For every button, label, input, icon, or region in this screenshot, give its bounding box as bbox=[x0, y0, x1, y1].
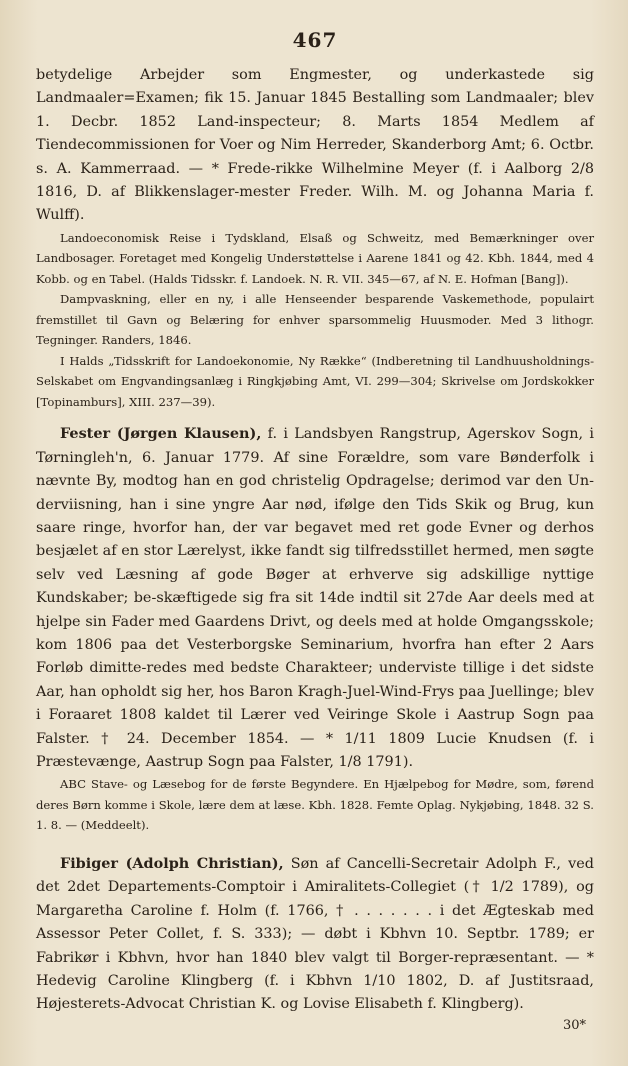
entry-fibiger-body: Søn af Cancelli-Secretair Adolph F., ved det 2det Departements-Comptoir i Amiralitets-Collegiet († 1/2 1789), og Margaretha Caroline f. Holm (f. 1766, † . . . . . . . i det Ægteskab med Assessor Peter Collet, f. S. 333); — døbt i Kbhvn 10. Septbr. 1789; er Fabrikør i Kbhvn, hvor han 1840 blev valgt til Borger-repræsentant. — * Hedevig Caroline Klingberg (f. i Kbhvn 1/10 1802, D. af Justitsraad, Højesterets-Advocat Christian K. og Lovise Elisabeth f. Klingberg). bbox=[36, 855, 594, 1013]
entry-fibiger bbox=[36, 852, 594, 1017]
page-number: 467 bbox=[292, 28, 338, 52]
entry-fester-body: f. i Landsbyen Rangstrup, Agerskov Sogn, i Tørningleh'n, 6. Januar 1779. Af sine Forældre, som vare Bønderfolk i nævnte By, modtog han en god christelig Opdragelse; derimod var den Un-derviisning, han i sine yngre Aar nød, ifølge den Tids Skik og Brug, kun saare ringe, hvorfor han, der var begavet med ret gode Evner og derhos besjælet af en stor Lærelyst, ikke fandt sig tilfredsstillet hermed, men søgte selv ved Læsning af gode Bøger at erhverve sig adskillige nyttige Kundskaber; be-skæftigede sig fra sit 14de indtil sit 27de Aar deels med at hjelpe sin Fader med Gaardens Drivt, og deels med at holde Omgangsskole; kom 1806 paa det Vesterborgske Seminarium, hvorfra han efter 2 Aars Forløb dimitte-redes med bedste Charakteer; underviste tillige i det sidste Aar, han opholdt sig her, hos Baron Kragh-Juel-Wind-Frys paa Juellinge; blev i Foraaret 1808 kaldet til Lærer ved Veiringe Skole i Aastrup Sogn paa Falster. † 24. December 1854. — * 1/11 1809 Lucie Knudsen (f. i Præstevænge, Aastrup Sogn paa Falster, 1/8 1791). bbox=[36, 426, 595, 771]
work-abc-stavebog: ABC Stave- og Læsebog for de første Begyndere. En Hjælpebog for Mødre, som, førend deres Børn komme i Skole, lære dem at læse. Kbh. 1828. Femte Oplag. Nykjøbing, 1848. 32 S. 1. 8. — (Meddeelt). bbox=[36, 777, 594, 833]
entry-fester bbox=[36, 422, 594, 774]
work-halds-tidsskrift: I Halds „Tidsskrift for Landoekonomie, Ny Række“ (Indberetning til Landhuusholdnings-Selskabet om Engvandingsanlæg i Ringkjøbing Amt, VI. 299—304; Skrivelse om Jordskokker [Topinamburs], XIII. 237—39). bbox=[36, 353, 594, 409]
entry-continuation: betydelige Arbejder som Engmester, og underkastede sig Landmaaler=Examen; fik 15. Januar 1845 Bestalling som Landmaaler; blev 1. Decbr. 1852 Land-inspecteur; 8. Marts 1854 Medlem af Tiendecommissionen for Voer og Nim Herreder, Skanderborg Amt; 6. Octbr. s. A. Kammerraad. — * Frede-rikke Wilhelmine Meyer (f. i Aalborg 2/8 1816, D. af Blikkenslager-mester Freder. Wilh. M. og Johanna Maria f. Wulff). bbox=[36, 67, 594, 224]
work-dampvaskning: Dampvaskning, eller en ny, i alle Henseender besparende Vaskemethode, populairt fremstillet til Gavn og Belæring for enhver sparsommelig Huusmoder. Med 3 lithogr. Tegninger. Randers, 1846. bbox=[36, 292, 594, 348]
work-landoeconomisk-reise: Landoeconomisk Reise i Tydskland, Elsaß og Schweitz, med Bemærkninger over Landbosager. Foretaget med Kongelig Understøttelse i Aarene 1841 og 42. Kbh. 1844, med 4 Kobb. og en Tabel. (Halds Tidsskr. f. Landoek. N. R. VII. 345—67, af N. E. Hofman [Bang]). bbox=[36, 230, 594, 286]
signature-mark: 30* bbox=[562, 1017, 586, 1033]
entry-fibiger-heading: Fibiger (Adolph Christian), bbox=[60, 854, 284, 872]
entry-fester-heading: Fester (Jørgen Klausen), bbox=[60, 425, 262, 443]
